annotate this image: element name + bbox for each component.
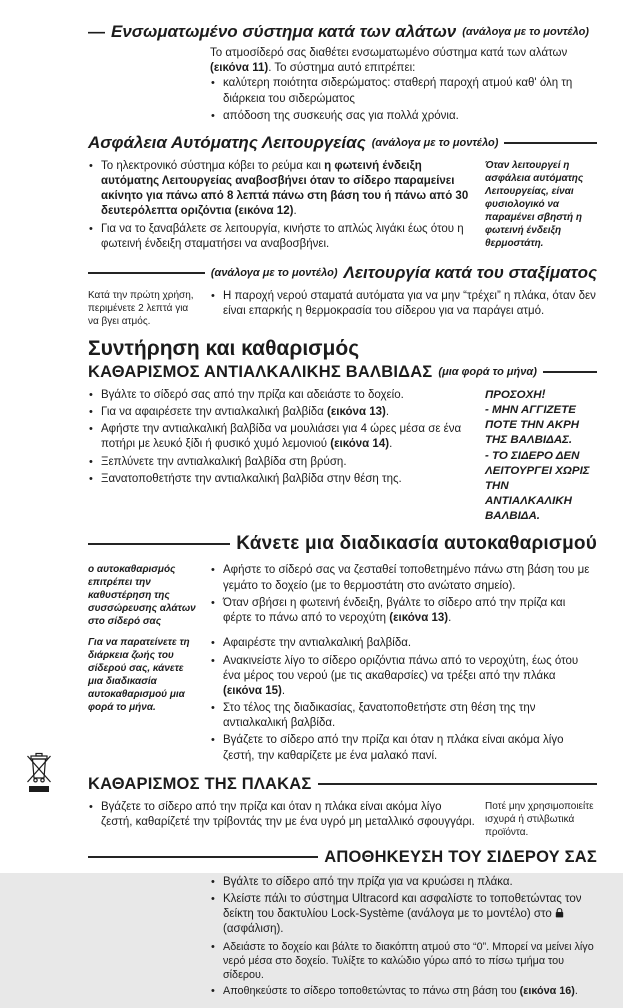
self-clean-list-2 [210,636,597,763]
anti-drip-heading-row [88,263,597,283]
page-content [88,22,597,1008]
valve-heading-row [88,363,597,382]
heading-rule [543,371,597,373]
list-item: • Αφήστε την αντιαλκαλική βαλβίδα να μουλιάσει για 4 ώρες μέσα σε ένα ποτήρι με λευκό ξίδι ή φυσικό χυμό λεμονιού (εικόνα 14). [88,422,475,452]
self-clean-group2 [88,636,597,765]
heading-dash: — [88,22,105,41]
valve-list [88,388,475,487]
soleplate-heading-row [88,775,597,794]
section-anti-drip [88,263,597,328]
list-item: • Αφήστε το σίδερό σας να ζεσταθεί τοποθετημένο πάνω στη βάση του με γεμάτο το δοχείο (με το θερμοστάτη στο ανώτατο σημείο). [210,563,597,593]
section-valve-cleaning [88,363,597,525]
section-self-clean [88,533,597,765]
anti-scale-heading: Ενσωματωμένο σύστημα κατά των αλάτων [111,22,457,41]
caution-title: ΠΡΟΣΟΧΗ! [485,388,546,401]
anti-scale-body [210,46,597,124]
self-clean-heading-row [88,533,597,555]
section-soleplate [88,775,597,839]
section-auto-off [88,133,597,254]
model-note: (ανάλογα με το μοντέλο) [462,26,589,38]
list-item: • Αποθηκεύστε το σίδερο τοποθετώντας το πάνω στη βάση του (εικόνα 16). [210,984,597,998]
list-item: • καλύτερη ποιότητα σιδερώματος: σταθερή παροχή ατμού καθ' όλη τη διάρκεια του σιδερώματος [210,76,597,106]
list-item: • Ανακινείστε λίγο το σίδερο οριζόντια πάνω από το νεροχύτη, έως ότου ένα μέρος του νερού (με τις ακαθαρσίες) να τρέξει από την πλάκα (εικόνα 15). [210,654,597,700]
soleplate-side-note: Ποτέ μην χρησιμοποιείτε ισχυρά ή στιλβωτικά προϊόντα. [485,800,594,838]
self-clean-heading: Κάνετε μια διαδικασία αυτοκαθαρισμού [236,533,597,555]
soleplate-body [88,800,597,839]
storage-heading: ΑΠΟΘΗΚΕΥΣΗ ΤΟΥ ΣΙΔΕΡΟΥ ΣΑΣ [324,847,597,866]
valve-heading: ΚΑΘΑΡΙΣΜΟΣ ΑΝΤΙΑΛΚΑΛΙΚΗΣ ΒΑΛΒΙΔΑΣ [88,362,433,381]
model-note: (ανάλογα με το μοντέλο) [371,136,499,149]
list-item: • Το ηλεκτρονικό σύστημα κόβει το ρεύμα και η φωτεινή ένδειξη αυτόματης Λειτουργείας αναβοσβήνει όταν το σίδερο παραμείνει ακίνητο για πάνω από 8 λεπτά πάνω στη βάση του ή πάνω από 30 δευτερόλεπτα οριζόντια (εικόνα 12). [88,159,475,220]
caution-line: - ΜΗΝ ΑΓΓΙΖΕΤΕ ΠΟΤΕ ΤΗΝ ΑΚΡΗ ΤΗΣ ΒΑΛΒΙΔΑΣ. [485,404,580,447]
auto-off-heading: Ασφάλεια Αυτόματης Λειτουργείας [88,132,366,152]
soleplate-list [88,800,475,830]
heading-rule [88,272,205,274]
storage-heading-row [88,848,597,867]
storage-b2-pre: Κλείστε πάλι το σύστημα Ultracord και ασφαλίστε το τοποθετώντας τον δείκτη του δακτυλίου Lock-Système (ανάλογα με το μοντέλο) στο [223,892,582,921]
heading-rule [318,783,597,785]
caution-line: - ΤΟ ΣΙΔΕΡΟ ΔΕΝ ΛΕΙΤΟΥΡΓΕΙ ΧΩΡΙΣ ΤΗΝ ΑΝΤΙΑΛΚΑΛΙΚΗ ΒΑΛΒΙΔΑ. [485,449,590,523]
list-item: • Αφαιρέστε την αντιαλκαλική βαλβίδα. [210,636,597,651]
self-clean-group1 [88,563,597,628]
list-item: • Η παροχή νερού σταματά αυτόματα για να μην “τρέχει” η πλάκα, όταν δεν είναι επαρκής η θερμοκρασία του σίδερου για να παράγει ατμό. [210,289,597,319]
lock-icon [555,908,564,918]
list-item: • Βγάλτε το σίδερο από την πρίζα για να κρυώσει η πλάκα. [210,875,597,890]
self-clean-list-1 [210,563,597,626]
list-item: • Για να το ξαναβάλετε σε λειτουργία, κινήστε το απλώς λιγάκι έως ότου η φωτεινή ένδειξη σταματήσει να αναβοσβήνει. [88,222,475,252]
storage-body [210,875,597,999]
list-item: • Βγάζετε το σίδερο από την πρίζα και όταν η πλάκα είναι ακόμα λίγο ζεστή, καθαρίζετέ την τρίβοντάς την με ένα υγρό μη μεταλλικό σφουγγάρι. [88,800,475,830]
section-storage [88,848,597,999]
list-item: • Στο τέλος της διαδικασίας, ξανατοποθετήστε στη θέση της την αντιαλκαλική βαλβίδα. [210,701,597,731]
maintenance-title: Συντήρηση και καθαρισμός [88,336,360,360]
valve-body [88,388,597,525]
self-clean-note-2: Για να παρατείνετε τη διάρκεια ζωής του σίδερού σας, κάνετε μια διαδικασία αυτοκαθαρισμού μια φορά το μήνα. [88,637,190,714]
list-item: • Αδειάστε το δοχείο και βάλτε το διακόπτη ατμού στο “0”. Μπορεί να μείνει λίγο νερό μέσα στο δοχείο. Τυλίξτε το καλώδιο γύρω από το πίσω τμήμα του σίδερου. [210,940,597,983]
auto-off-list [88,159,475,252]
heading-rule [88,543,230,545]
heading-rule [88,856,318,858]
list-item: • Για να αφαιρέσετε την αντιαλκαλική βαλβίδα (εικόνα 13). [88,405,475,420]
model-note: (ανάλογα με το μοντέλο) [210,266,338,279]
auto-off-heading-row [88,133,597,153]
frequency-note: (μια φορά το μήνα) [438,366,537,379]
list-item: • Ξεπλύνετε την αντιαλκαλική βαλβίδα στη βρύση. [88,455,475,470]
anti-drip-body [88,289,597,328]
list-item [210,892,597,938]
auto-off-side-note: Όταν λειτουργεί η ασφάλεια αυτόματης Λειτουργείας, είναι φυσιολογικό να παραμένει σβηστή η φωτεινή ένδειξη θερμοστάτη. [485,159,584,249]
self-clean-note-1: ο αυτοκαθαρισμός επιτρέπει την καθυστέρηση της συσσώρευσης αλάτων στο σίδερό σας [88,564,196,628]
anti-drip-heading: Λειτουργία κατά του σταξίματος [343,262,597,282]
anti-scale-intro: Το ατμοσίδερό σας διαθέτει ενσωματωμένο σύστημα κατά των αλάτων (εικόνα 11). Το σύστημα αυτό επιτρέπει: [210,47,568,75]
list-item: • Βγάζετε το σίδερο από την πρίζα και όταν η πλάκα είναι ακόμα λίγο ζεστή, την καθαρίζετε με ένα μαλακό πανί. [210,733,597,763]
storage-b2-post: (ασφάλιση). [223,923,284,936]
auto-off-body [88,159,597,254]
anti-drip-list [210,289,597,319]
section-anti-scale [88,22,597,124]
anti-scale-list [210,76,597,124]
list-item: • απόδοση της συσκευής σας για πολλά χρόνια. [210,109,597,124]
anti-scale-heading-row [88,22,597,42]
heading-rule [504,142,597,144]
caution-note [485,388,597,525]
storage-list [210,875,597,999]
list-item: • Ξανατοποθετήστε την αντιαλκαλική βαλβίδα στην θέση της. [88,472,475,487]
list-item: • Όταν σβήσει η φωτεινή ένδειξη, βγάλτε το σίδερο από την πρίζα και φέρτε το πάνω από το νεροχύτη (εικόνα 13). [210,596,597,626]
list-item: • Βγάλτε το σίδερό σας από την πρίζα και αδειάστε το δοχείο. [88,388,475,403]
first-use-note: Κατά την πρώτη χρήση, περιμένετε 2 λεπτά για να βγει ατμός. [88,289,194,327]
weee-crossed-out-bin-icon [26,752,52,796]
soleplate-heading: ΚΑΘΑΡΙΣΜΟΣ ΤΗΣ ΠΛΑΚΑΣ [88,774,312,793]
